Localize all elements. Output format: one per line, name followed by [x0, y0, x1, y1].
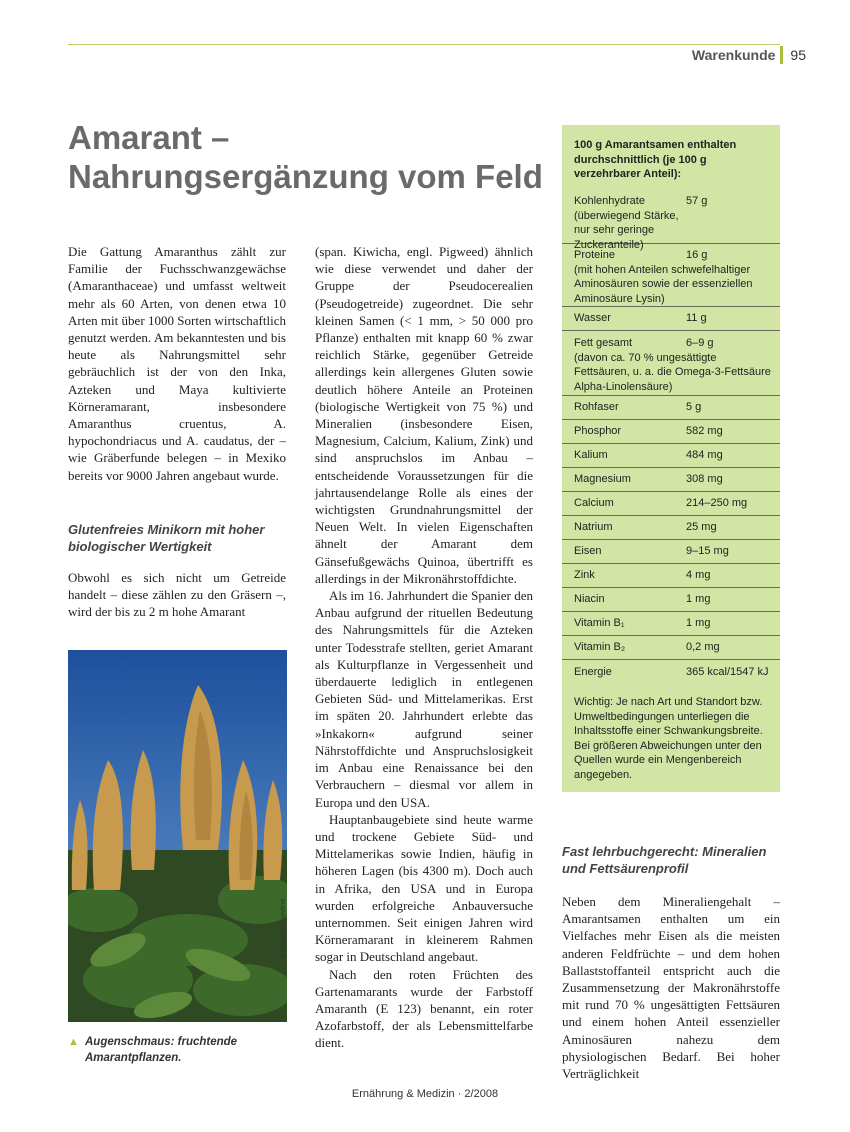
caption-text: Augenschmaus: fruchtende Amarantpflanzen.: [85, 1036, 238, 1064]
nutrient-value: 214–250 mg: [686, 497, 748, 510]
nutrient-value: 4 mg: [686, 569, 711, 582]
nutrient-row: [562, 636, 780, 660]
column3-text: Neben dem Mineraliengehalt – Amarantsamen enthalten um ein Vielfaches mehr Eisen als die meisten anderen Feldfrüchte – und dem hohen Ballaststoffanteil entspricht auch die Zusammensetzung der Makronährstoffe mit rund 70 % ungesättigten Fettsäuren und einem hohen Anteil essenzieller Aminosäuren nahezu dem physiologischen Bedarf. Bei hoher Verträglichkeit: [562, 894, 780, 1082]
top-rule: [68, 44, 780, 45]
nutrient-label: Eisen: [574, 545, 602, 558]
nutrient-note: (überwiegend Stärke, nur sehr geringe Zuckeranteile): [574, 209, 679, 251]
subheading-gluten: Glutenfreies Minikorn mit hoher biologischer Wertigkeit: [68, 522, 265, 554]
nutrient-label: Magnesium: [574, 473, 631, 486]
column1-paragraph: [68, 569, 286, 621]
nutrient-row-wasser: [562, 307, 780, 331]
nutrient-row: [562, 420, 780, 444]
nutrition-infobox: [562, 125, 780, 792]
header-accent-bar: [780, 46, 783, 64]
footer-citation: Ernährung & Medizin · 2/2008: [351, 1088, 499, 1100]
page-number: 95: [790, 47, 806, 63]
column2-paragraph: Hauptanbaugebiete sind heute warme und trockene Gebiete Süd- und Mittelamerikas sowie Indien, häufig in höheren Lagen (bis 4300 m). Doch auch in Afrika, den USA und in Europa wurden erfolgreiche Anbauversuche unternommen. Seit einigen Jahren wird Körneramarant in kleinerem Rahmen sogar in Deutschland angebaut.: [315, 811, 533, 965]
caption-triangle-icon: ▲: [68, 1036, 79, 1048]
nutrient-row: [562, 612, 780, 636]
column2-paragraph: (span. Kiwicha, engl. Pigweed) ähnlich wie diese verwendet und daher der Gruppe der Pseudocerealien (Pseudogetreide) zugeordnet. Die sehr kleinen Samen (< 1 mm, > 50 000 pro Pflanze) enthalten mit knapp 60 % zwar reichlich Stärke, gegenüber Getreide allerdings kein allergenes Gluten sowie deutlich höhere Anteile an Proteinen (biologische Wertigkeit von 75 %) und Mineralien (insbesondere Eisen, Magnesium, Calcium, Kalium, Zink) und sind anspruchslos im Anbau – entscheidende Voraussetzungen für die jahrtausendelange Rolle als eines der wichtigsten Grundnahrungsmittel der Neuen Welt. In vielen Eigenschaften ähnelt der Amarant dem Gänsefußgewächs Quinoa, übertrifft es allerdings in der Mikronährstoffdichte.: [315, 244, 533, 586]
nutrient-row: [562, 540, 780, 564]
nutrient-label: Kohlenhydrate: [574, 195, 645, 207]
nutrient-label: Calcium: [574, 497, 614, 510]
nutrient-value: 25 mg: [686, 521, 717, 534]
nutrient-label: Zink: [574, 569, 595, 582]
nutrient-value: 308 mg: [686, 473, 723, 486]
amaranth-plants-image: [68, 650, 287, 1022]
nutrient-row-proteine: [562, 244, 780, 307]
nutrient-label: Phosphor: [574, 425, 622, 438]
running-header: [692, 46, 806, 64]
infobox-note: Wichtig: Je nach Art und Standort bzw. Umweltbedingungen unterliegen die Inhaltsstoffe einer Schwankungsbreite. Bei größeren Abweichungen unter den Quellen wurde ein Mengenbereich angegeben.: [574, 696, 763, 781]
nutrient-row: [562, 564, 780, 588]
column1-text: Obwohl es sich nicht um Getreide handelt – diese zählen zu den Gräsern –, wird der bis zu 2 m hohe Amarant: [68, 570, 286, 620]
nutrient-value: 484 mg: [686, 449, 723, 462]
nutrient-row: [562, 588, 780, 612]
intro-text: Die Gattung Amaranthus zählt zur Familie der Fuchsschwanzgewächse (Amaranthaceae) und umfasst weltweit mehr als 60 Arten, von denen etwa 10 Arten mit über 1000 Sorten wirtschaftlich genutzt werden. Am bekanntesten und bis heute als Nahrungsmittel sehr gebräuchlich ist der von den Inka, Azteken und Maya kultivierte Körneramarant, insbesondere Amaranthus cruentus, A. hypochondriacus und A. caudatus, der – wie Gräberfunde belegen – in Mexiko bereits vor 9000 Jahren angebaut wurde.: [68, 244, 286, 483]
nutrient-note: (davon ca. 70 % ungesättigte Fettsäuren, u. a. die Omega-3-Fettsäure Alpha-Linolensäure): [574, 351, 771, 393]
nutrient-row: [562, 468, 780, 492]
nutrient-label: Kalium: [574, 449, 608, 462]
section-name: Warenkunde: [691, 47, 776, 63]
nutrient-value: 365 kcal/1547 kJ: [686, 665, 769, 678]
nutrient-row-fett: [562, 331, 780, 396]
nutrient-label: Vitamin B₂: [574, 641, 626, 654]
subheading-mineralien: Fast lehrbuchgerecht: Mineralien und Fettsäurenprofil: [562, 844, 767, 876]
photo-caption: [68, 1034, 290, 1066]
nutrient-row: [562, 396, 780, 420]
nutrient-value: 0,2 mg: [686, 641, 720, 654]
nutrient-row: [562, 492, 780, 516]
intro-paragraph: [68, 243, 286, 484]
nutrient-value: 6–9 g: [686, 337, 714, 349]
nutrient-label: Fett gesamt: [574, 337, 633, 349]
nutrient-value: 582 mg: [686, 425, 723, 438]
nutrient-label: Proteine: [574, 249, 615, 261]
amaranth-photo: [68, 650, 287, 1022]
nutrient-label: Natrium: [574, 521, 613, 534]
photo-credit: bildagentur-online: [278, 898, 287, 958]
nutrient-label: Vitamin B₁: [574, 617, 625, 630]
column3: [562, 893, 780, 1082]
nutrient-value: 11 g: [686, 312, 707, 325]
column2: [315, 243, 533, 1052]
column2-paragraph: Nach den roten Früchten des Gartenamarants wurde der Farbstoff Amaranth (E 123) benannt, ein roter Azofarbstoff, der als Lebensmittelfarbe dient.: [315, 966, 533, 1051]
nutrient-value: 5 g: [686, 401, 702, 414]
infobox-heading: 100 g Amarantsamen enthalten durchschnittlich (je 100 g verzehrbarer Anteil):: [574, 139, 737, 181]
nutrient-note: (mit hohen Anteilen schwefelhaltiger Aminosäuren sowie der essenziellen Aminosäure Lysin): [574, 263, 753, 305]
nutrient-value: 57 g: [686, 195, 708, 207]
nutrient-label: Rohfaser: [574, 401, 619, 414]
nutrient-value: 16 g: [686, 249, 708, 261]
nutrient-value: 1 mg: [686, 593, 711, 606]
nutrient-value: 9–15 mg: [686, 545, 729, 558]
nutrient-label: Wasser: [574, 312, 611, 325]
nutrient-value: 1 mg: [686, 617, 711, 630]
nutrient-row-kohlenhydrate: [562, 192, 780, 251]
nutrient-label: Energie: [574, 665, 612, 678]
nutrient-row: [562, 660, 780, 684]
nutrient-row: [562, 444, 780, 468]
nutrient-row: [562, 516, 780, 540]
article-title: Amarant – Nahrungsergänzung vom Feld: [68, 119, 543, 195]
column2-paragraph: Als im 16. Jahrhundert die Spanier den Anbau aufgrund der rituellen Bedeutung des Nahrungsmittels für die Azteken unter Todesstrafe stellten, geriet Amarant als Kulturpflanze in Vergessenheit und überdauerte lediglich in entlegenen Gebieten Süd- und Mittelamerikas. Erst im späten 20. Jahrhundert erlebte das »Inkakorn« aufgrund seiner Nährstoffdichte und Anspruchslosigkeit im Anbau eine Renaissance bei den Verbrauchern – diesmal vor allem in Europa und den USA.: [315, 588, 533, 810]
nutrient-label: Niacin: [574, 593, 605, 606]
